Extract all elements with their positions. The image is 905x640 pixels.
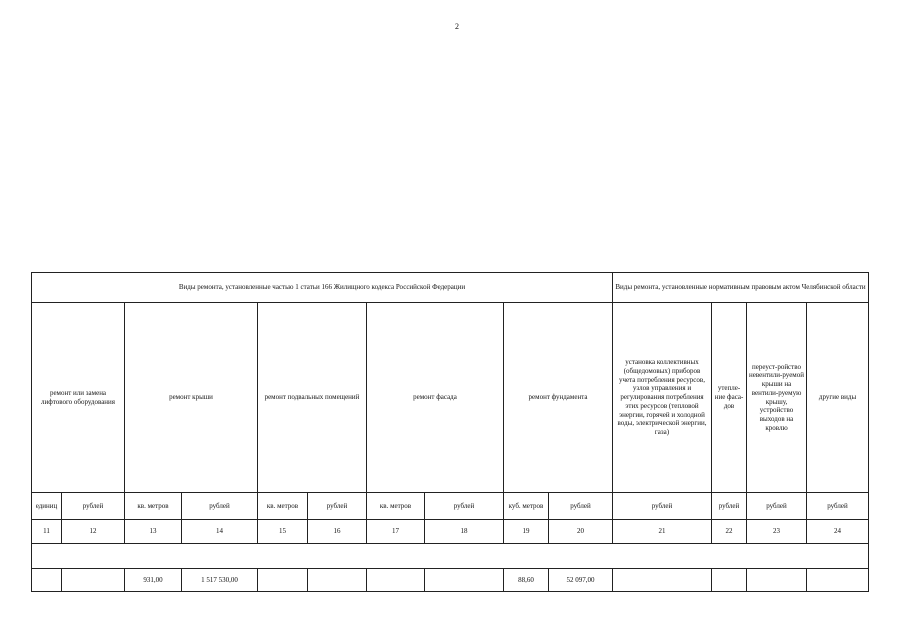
unit-cell: кв. метров bbox=[258, 493, 308, 520]
column-number: 17 bbox=[367, 520, 425, 544]
unit-cell: кв. метров bbox=[367, 493, 425, 520]
data-cell: 88,60 bbox=[504, 569, 549, 592]
data-cell: 1 517 530,00 bbox=[182, 569, 258, 592]
column-number: 14 bbox=[182, 520, 258, 544]
unit-cell: рублей bbox=[807, 493, 869, 520]
data-cell bbox=[258, 569, 308, 592]
unit-cell: куб. метров bbox=[504, 493, 549, 520]
data-cell bbox=[747, 569, 807, 592]
category-roof: ремонт крыши bbox=[125, 303, 258, 493]
category-facade: ремонт фасада bbox=[367, 303, 504, 493]
unit-cell: рублей bbox=[182, 493, 258, 520]
column-number: 15 bbox=[258, 520, 308, 544]
category-roof-conversion: переуст-ройство невентили-руемой крыши на вентили-руемую крышу, устройство выходов на кровлю bbox=[747, 303, 807, 493]
unit-cell: кв. метров bbox=[125, 493, 182, 520]
unit-cell: рублей bbox=[308, 493, 367, 520]
category-other: другие виды bbox=[807, 303, 869, 493]
unit-cell: рублей bbox=[549, 493, 613, 520]
units-row bbox=[32, 493, 869, 520]
data-cell bbox=[367, 569, 425, 592]
data-cell bbox=[613, 569, 712, 592]
column-numbers-row bbox=[32, 520, 869, 544]
unit-cell: единиц bbox=[32, 493, 62, 520]
category-meters: установка коллективных (общедомовых) приборов учета потребления ресурсов, узлов управления и регулирования потребления этих ресурсов (тепловой энергии, горячей и холодной воды, электрической энергии, газа) bbox=[613, 303, 712, 493]
column-number: 20 bbox=[549, 520, 613, 544]
category-basement: ремонт подвальных помещений bbox=[258, 303, 367, 493]
unit-cell: рублей bbox=[712, 493, 747, 520]
column-number: 23 bbox=[747, 520, 807, 544]
data-cell bbox=[425, 569, 504, 592]
data-cell: 931,00 bbox=[125, 569, 182, 592]
column-number: 11 bbox=[32, 520, 62, 544]
category-foundation: ремонт фундамента bbox=[504, 303, 613, 493]
category-lift: ремонт или замена лифтового оборудования bbox=[32, 303, 125, 493]
repair-types-table bbox=[31, 272, 869, 592]
category-insulation: утепле-ние фаса-дов bbox=[712, 303, 747, 493]
column-number: 22 bbox=[712, 520, 747, 544]
data-cell bbox=[308, 569, 367, 592]
column-number: 12 bbox=[62, 520, 125, 544]
data-cell bbox=[807, 569, 869, 592]
column-number: 13 bbox=[125, 520, 182, 544]
unit-cell: рублей bbox=[62, 493, 125, 520]
section-row bbox=[32, 544, 869, 569]
header-federal-repair-types: Виды ремонта, установленные частью 1 статьи 166 Жилищного кодекса Российской Федерации bbox=[32, 273, 613, 303]
unit-cell: рублей bbox=[747, 493, 807, 520]
page-number: 2 bbox=[455, 22, 459, 31]
data-cell bbox=[62, 569, 125, 592]
section-row-cell bbox=[32, 544, 869, 569]
data-cell bbox=[712, 569, 747, 592]
header-regional-repair-types: Виды ремонта, установленные нормативным правовым актом Челябинской области bbox=[613, 273, 869, 303]
column-number: 18 bbox=[425, 520, 504, 544]
data-cell bbox=[32, 569, 62, 592]
data-cell: 52 097,00 bbox=[549, 569, 613, 592]
unit-cell: рублей bbox=[613, 493, 712, 520]
data-row bbox=[32, 569, 869, 592]
unit-cell: рублей bbox=[425, 493, 504, 520]
column-number: 24 bbox=[807, 520, 869, 544]
column-number: 19 bbox=[504, 520, 549, 544]
column-number: 16 bbox=[308, 520, 367, 544]
column-number: 21 bbox=[613, 520, 712, 544]
